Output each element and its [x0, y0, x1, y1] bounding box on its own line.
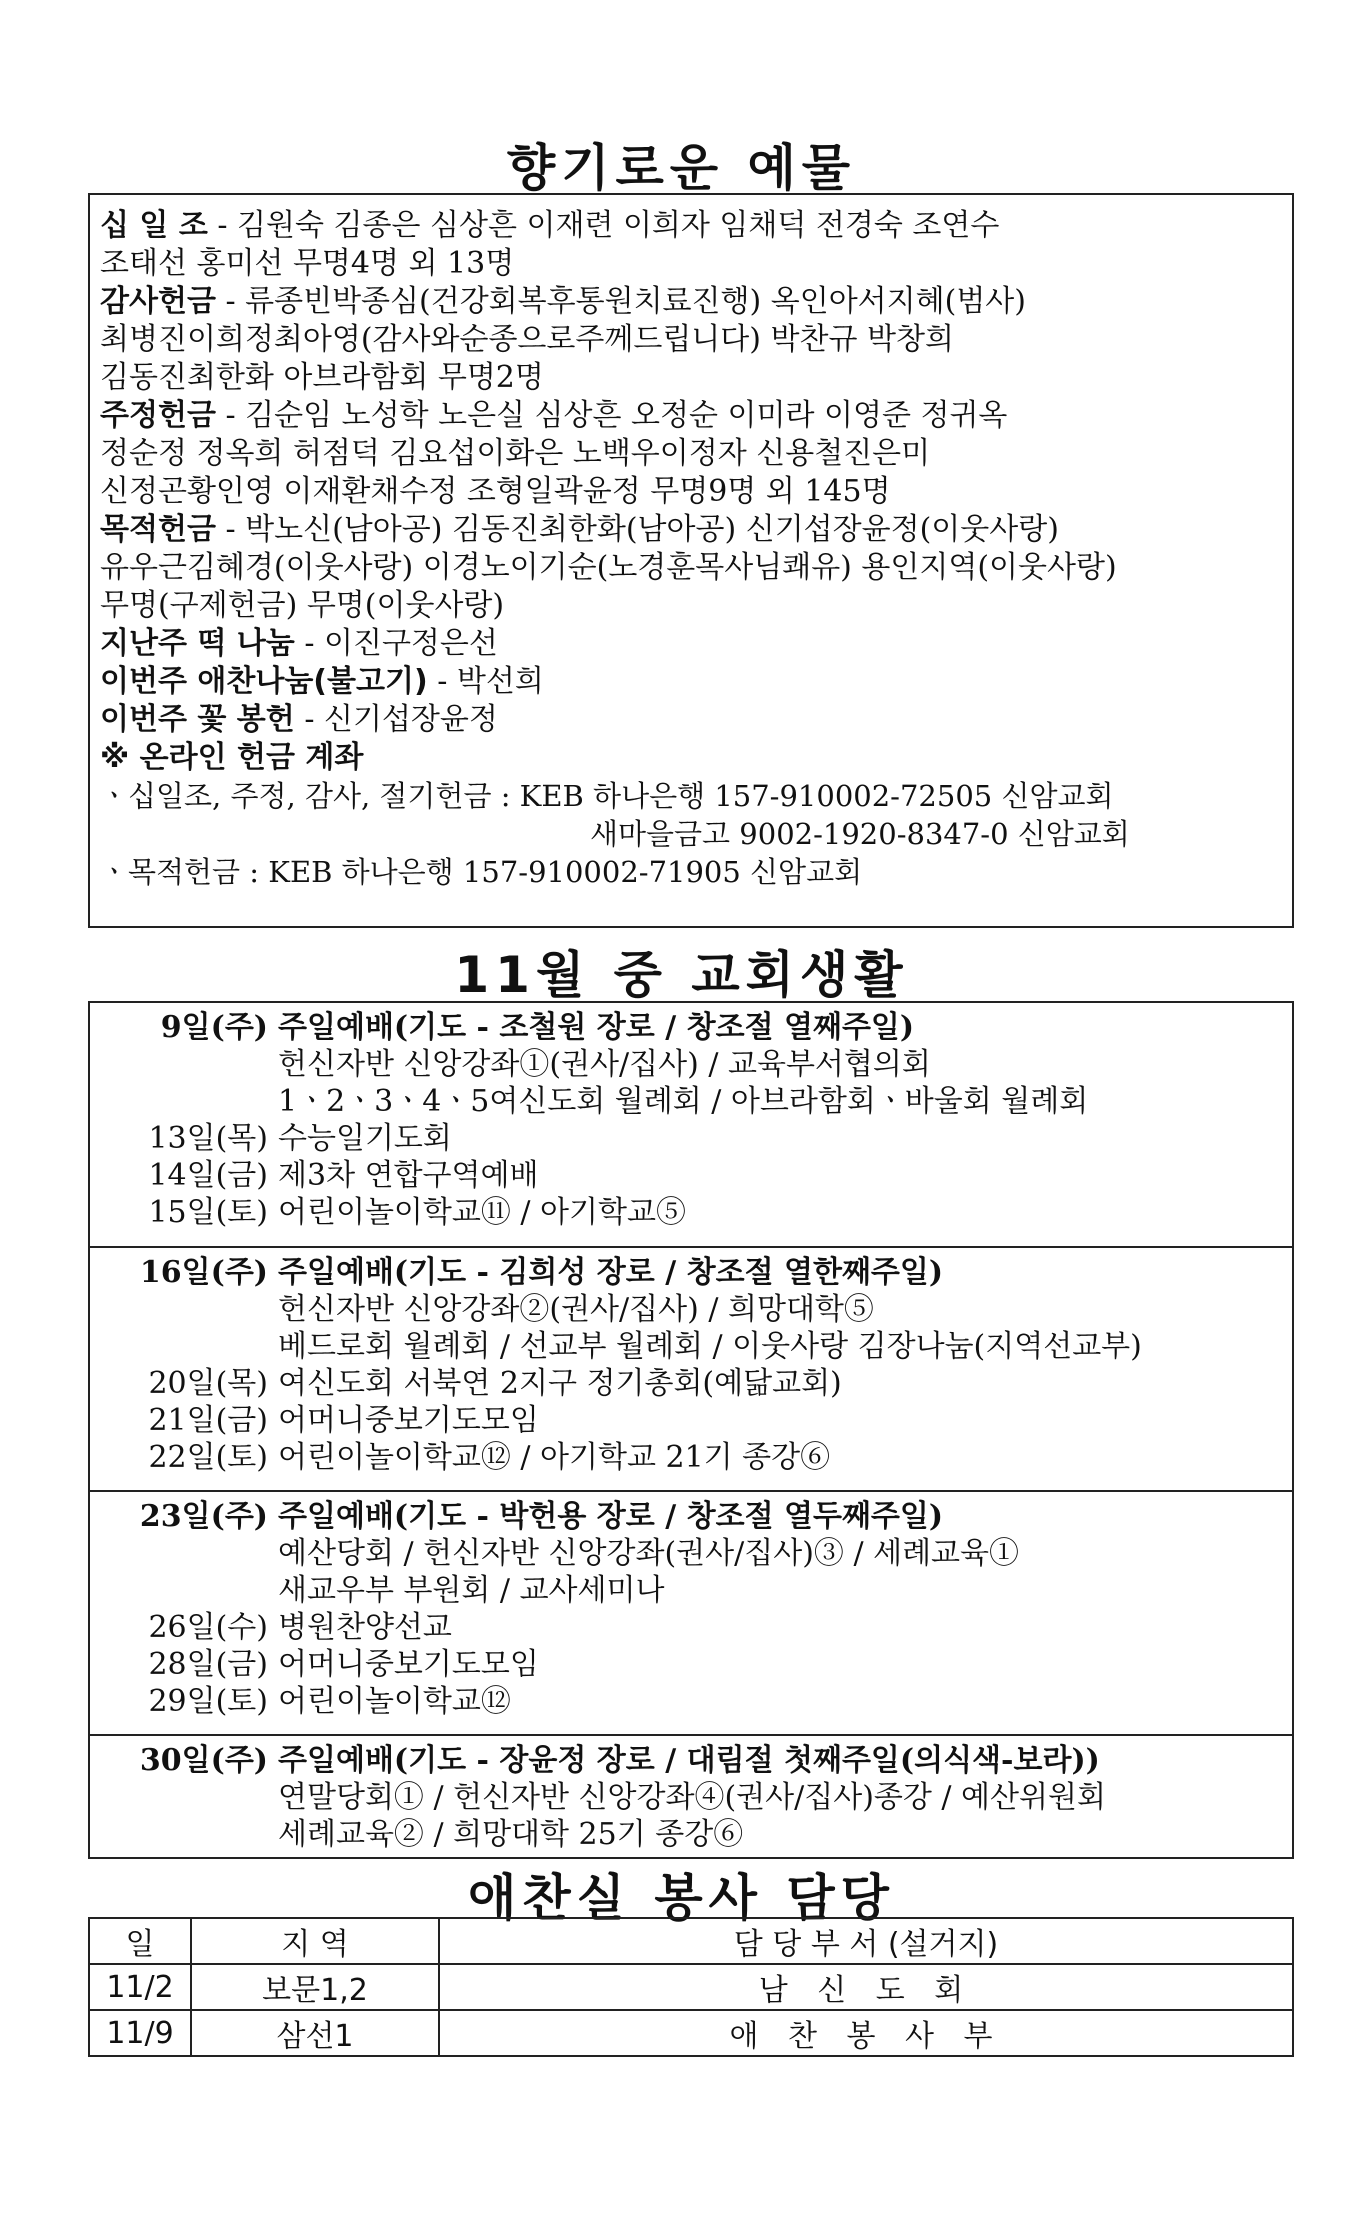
offering-text: 정순정 정옥희 허점덕 김요섭이화은 노백우이정자 신용철진은미	[100, 436, 931, 471]
schedule-row	[104, 1328, 1292, 1365]
schedule-day	[104, 1535, 268, 1572]
schedule-day	[104, 1328, 268, 1365]
schedule-event: 헌신자반 신앙강좌②(권사/집사) / 희망대학⑤	[278, 1292, 874, 1327]
schedule-event: 주일예배(기도 - 김희성 장로 / 창조절 열한째주일)	[278, 1255, 944, 1290]
account-line-1: ㆍ십일조, 주정, 감사, 절기헌금 : KEB 하나은행 157-910002-72505 신암교회	[100, 779, 1114, 813]
offering-text: - 박선희	[427, 664, 544, 699]
schedule-row	[104, 1194, 1292, 1231]
duty-dept: 남 신 도 회	[439, 1964, 1293, 2010]
schedule-week	[90, 1003, 1292, 1248]
schedule-event: 수능일기도회	[278, 1121, 452, 1156]
offering-text: - 김순임 노성학 노은실 심상흔 오정순 이미라 이영준 정귀옥	[215, 398, 1008, 433]
offering-line	[100, 283, 1292, 321]
schedule-day	[104, 1816, 268, 1853]
offering-line	[100, 663, 1292, 701]
offering-text: 조태선 홍미선 무명4명 외 13명	[100, 246, 515, 281]
schedule-day	[104, 1046, 268, 1083]
duty-date: 11/9	[89, 2010, 191, 2056]
schedule-event: 여신도회 서북연 2지구 정기총회(예닮교회)	[278, 1366, 842, 1401]
schedule-event: 어린이놀이학교⑫ / 아기학교 21기 종강⑥	[278, 1440, 831, 1475]
offering-text: - 김원숙 김종은 심상흔 이재련 이희자 임채덕 전경숙 조연수	[207, 208, 1000, 243]
duty-header-dept: 담 당 부 서 (설거지)	[439, 1918, 1293, 1964]
schedule-day	[104, 1291, 268, 1328]
offering-label: 목적헌금	[100, 512, 216, 547]
duty-header-area: 지 역	[191, 1918, 439, 1964]
schedule-row	[104, 1291, 1292, 1328]
offering-line	[100, 321, 1292, 359]
schedule-row	[104, 1498, 1292, 1535]
duty-row	[89, 1964, 1293, 2010]
schedule-day	[104, 1083, 268, 1120]
offering-line	[100, 549, 1292, 587]
offering-label: 주정헌금	[100, 398, 216, 433]
offering-label: 감사헌금	[100, 284, 216, 319]
duty-header-date: 일	[89, 1918, 191, 1964]
schedule-row	[104, 1402, 1292, 1439]
schedule-day	[104, 1779, 268, 1816]
duty-dept: 애 찬 봉 사 부	[439, 2010, 1293, 2056]
schedule-week	[90, 1492, 1292, 1736]
offering-line	[100, 207, 1292, 245]
offering-label: 지난주 떡 나눔	[100, 626, 295, 661]
schedule-row	[104, 1254, 1292, 1291]
schedule-day: 14일(금)	[148, 1158, 268, 1193]
offering-text: 유우근김혜경(이웃사랑) 이경노이기순(노경훈목사님쾌유) 용인지역(이웃사랑)	[100, 550, 1117, 585]
schedule-row	[104, 1365, 1292, 1402]
duty-area: 보문1,2	[191, 1964, 439, 2010]
schedule-title: 11월 중 교회생활	[454, 946, 909, 1004]
schedule-row	[104, 1816, 1292, 1853]
schedule-row	[104, 1683, 1292, 1720]
schedule-day: 30일(주)	[139, 1743, 268, 1778]
duty-area: 삼선1	[191, 2010, 439, 2056]
schedule-event: 세례교육② / 희망대학 25기 종강⑥	[278, 1817, 744, 1852]
offering-line	[100, 511, 1292, 549]
schedule-event: 1ㆍ2ㆍ3ㆍ4ㆍ5여신도회 월례회 / 아브라함회ㆍ바울회 월례회	[278, 1084, 1089, 1119]
offering-text: - 류종빈박종심(건강회복후통원치료진행) 옥인아서지혜(범사)	[215, 284, 1026, 319]
schedule-row	[104, 1535, 1292, 1572]
schedule-event: 어린이놀이학교⑫	[278, 1684, 511, 1719]
schedule-event: 베드로회 월례회 / 선교부 월례회 / 이웃사랑 김장나눔(지역선교부)	[278, 1329, 1142, 1364]
schedule-event: 주일예배(기도 - 장윤정 장로 / 대림절 첫째주일(의식색-보라))	[278, 1743, 1100, 1778]
offering-line	[100, 397, 1292, 435]
schedule-row	[104, 1742, 1292, 1779]
offering-label: ※ 온라인 헌금 계좌	[100, 740, 364, 775]
offering-text: - 신기섭장윤정	[294, 702, 498, 737]
schedule-row	[104, 1572, 1292, 1609]
offering-line	[100, 245, 1292, 283]
duty-row	[89, 2010, 1293, 2056]
account-line-3: ㆍ목적헌금 : KEB 하나은행 157-910002-71905 신암교회	[100, 855, 863, 889]
schedule-box	[88, 1001, 1294, 1859]
schedule-event: 병원찬양선교	[278, 1610, 452, 1645]
duty-title: 애찬실 봉사 담당	[468, 1869, 895, 1927]
schedule-day: 23일(주)	[139, 1499, 268, 1534]
offering-line	[100, 587, 1292, 625]
schedule-day	[104, 1572, 268, 1609]
schedule-event: 새교우부 부원회 / 교사세미나	[278, 1573, 665, 1608]
offering-text: 무명(구제헌금) 무명(이웃사랑)	[100, 588, 505, 623]
schedule-day: 21일(금)	[148, 1403, 268, 1438]
offering-line	[100, 701, 1292, 739]
schedule-event: 어머니중보기도모임	[278, 1403, 539, 1438]
schedule-event: 어린이놀이학교⑪ / 아기학교⑤	[278, 1195, 686, 1230]
offering-text: 최병진이희정최아영(감사와순종으로주께드립니다) 박찬규 박창희	[100, 322, 954, 357]
offering-label: 이번주 꽃 봉헌	[100, 702, 295, 737]
schedule-day: 9일(주)	[160, 1010, 268, 1045]
offering-label: 이번주 애찬나눔(불고기)	[100, 664, 428, 699]
schedule-row	[104, 1046, 1292, 1083]
schedule-row	[104, 1646, 1292, 1683]
offering-text: 신정곤황인영 이재환채수정 조형일곽윤정 무명9명 외 145명	[100, 474, 891, 509]
schedule-day: 20일(목)	[148, 1366, 268, 1401]
schedule-day: 22일(토)	[148, 1440, 268, 1475]
offering-box	[88, 193, 1294, 928]
offering-line	[100, 435, 1292, 473]
schedule-day: 29일(토)	[148, 1684, 268, 1719]
offering-text: - 박노신(남아공) 김동진최한화(남아공) 신기섭장윤정(이웃사랑)	[215, 512, 1059, 547]
schedule-event: 헌신자반 신앙강좌①(권사/집사) / 교육부서협의회	[278, 1047, 931, 1082]
offering-label: 십 일 조	[100, 208, 208, 243]
schedule-day: 16일(주)	[139, 1255, 268, 1290]
schedule-row	[104, 1609, 1292, 1646]
schedule-row	[104, 1009, 1292, 1046]
schedule-event: 연말당회① / 헌신자반 신앙강좌④(권사/집사)종강 / 예산위원회	[278, 1780, 1106, 1815]
schedule-row	[104, 1120, 1292, 1157]
schedule-event: 주일예배(기도 - 박헌용 장로 / 창조절 열두째주일)	[278, 1499, 944, 1534]
duty-table	[88, 1917, 1294, 2057]
offering-line	[100, 473, 1292, 511]
schedule-event: 어머니중보기도모임	[278, 1647, 539, 1682]
duty-header-row	[89, 1918, 1293, 1964]
schedule-row	[104, 1779, 1292, 1816]
schedule-event: 예산당회 / 헌신자반 신앙강좌(권사/집사)③ / 세례교육①	[278, 1536, 1020, 1571]
offering-text: 김동진최한화 아브라함회 무명2명	[100, 360, 544, 395]
schedule-day: 26일(수)	[148, 1610, 268, 1645]
schedule-row	[104, 1439, 1292, 1476]
schedule-event: 제3차 연합구역예배	[278, 1158, 539, 1193]
offering-line	[100, 625, 1292, 663]
schedule-row	[104, 1157, 1292, 1194]
schedule-day: 15일(토)	[148, 1195, 268, 1230]
account-line-2: 새마을금고 9002-1920-8347-0 신암교회	[590, 817, 1130, 851]
schedule-week	[90, 1248, 1292, 1492]
schedule-event: 주일예배(기도 - 조철원 장로 / 창조절 열째주일)	[278, 1010, 915, 1045]
schedule-day: 13일(목)	[148, 1121, 268, 1156]
offering-line	[100, 359, 1292, 397]
offering-title: 향기로운 예물	[506, 139, 857, 197]
schedule-week	[90, 1736, 1292, 1857]
duty-date: 11/2	[89, 1964, 191, 2010]
offering-line	[100, 739, 1292, 777]
offering-text: - 이진구정은선	[294, 626, 498, 661]
schedule-row	[104, 1083, 1292, 1120]
schedule-day: 28일(금)	[148, 1647, 268, 1682]
